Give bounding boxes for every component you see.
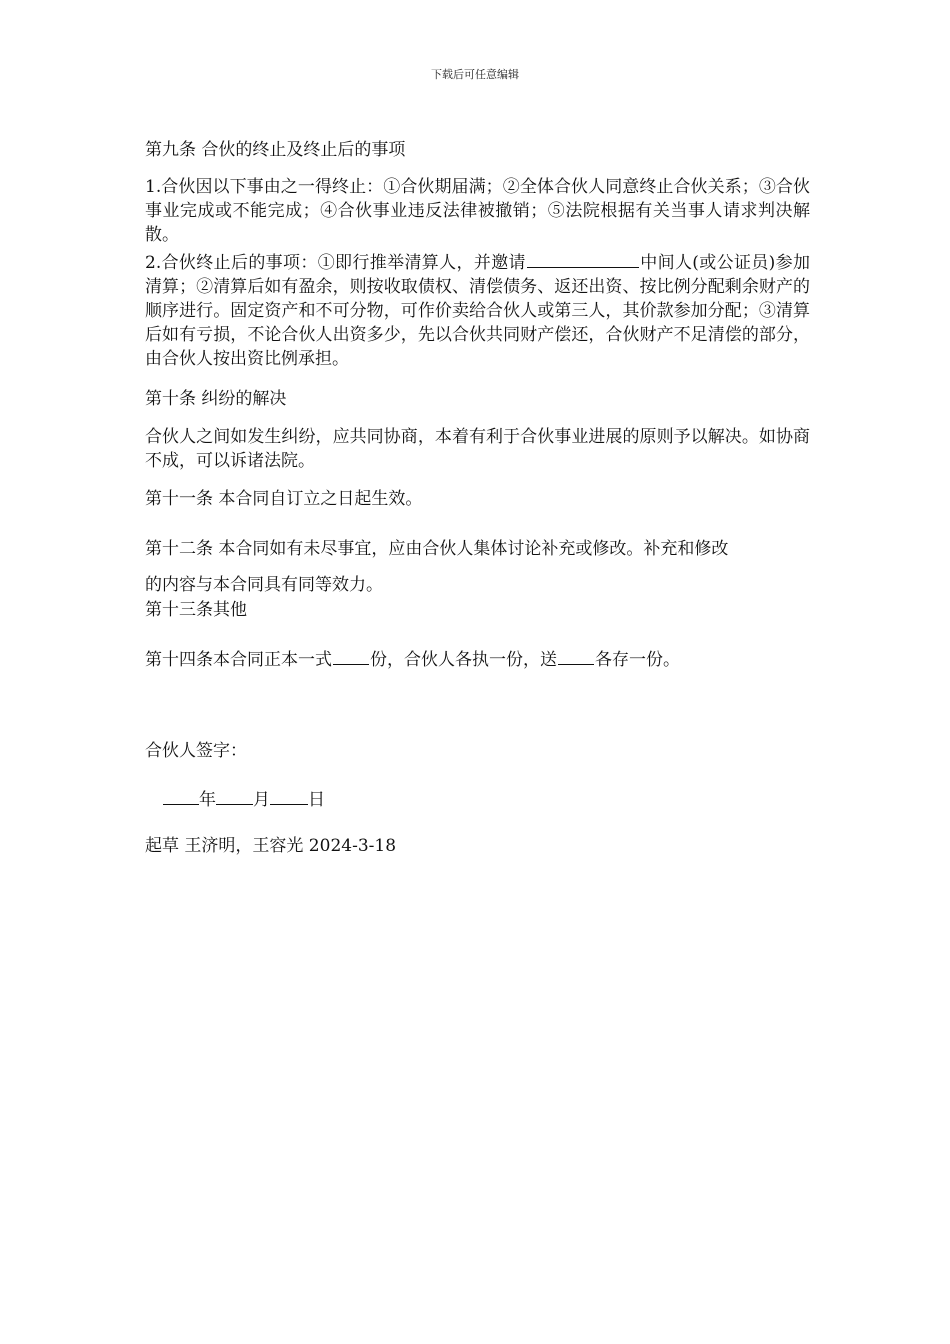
date-line (163, 787, 828, 812)
signature-label: 合伙人签字： (145, 741, 247, 761)
article-13-text: 第十三条其他 (145, 600, 247, 620)
drafter-footer: 起草 王济明，王容光 2024-3-18 (145, 836, 397, 856)
article-14-part-1: 第十四条本合同正本一式 (145, 650, 332, 670)
article-12-line-2: 的内容与本合同具有同等效力。 (145, 575, 383, 595)
article-14-part-2: 份，合伙人各执一份，送 (370, 650, 557, 670)
month-label: 月 (253, 790, 270, 810)
article-10-body: 合伙人之间如发生纠纷，应共同协商，本着有利于合伙事业进展的原则予以解决。如协商不成，可以诉诸法院。 (145, 427, 810, 471)
blank-line (333, 647, 369, 665)
article-9-paragraph-2 (145, 250, 810, 371)
month-blank (216, 787, 253, 805)
day-label: 日 (308, 790, 325, 810)
article-14-text (145, 647, 810, 672)
article-11-text: 第十一条 本合同自订立之日起生效。 (145, 489, 423, 509)
article-12-line-1: 第十二条 本合同如有未尽事宜，应由合伙人集体讨论补充或修改。补充和修改 (145, 539, 729, 559)
article-14-part-3: 各存一份。 (595, 650, 680, 670)
day-blank (270, 787, 308, 805)
article-9-paragraph-2-before-blank: 2.合伙终止后的事项：①即行推举清算人，并邀请 (145, 253, 526, 273)
year-label: 年 (199, 790, 216, 810)
year-blank (163, 787, 199, 805)
article-10-title: 第十条 纠纷的解决 (145, 389, 287, 409)
article-9-paragraph-2-after-blank: 中间人(或公证员)参加清算；②清算后如有盈余，则按收取债权、清偿债务、返还出资、按比例分配剩余财产的顺序进行。固定资产和不可分物，可作价卖给合伙人或第三人，其价款参加分配；③清算后如有亏损，不论合伙人出资多少，先以合伙共同财产偿还，合伙财产不足清偿的部分，由合伙人按出资比例承担。 (145, 253, 811, 369)
article-9-paragraph-1: 1.合伙因以下事由之一得终止：①合伙期届满；②全体合伙人同意终止合伙关系；③合伙事业完成或不能完成；④合伙事业违反法律被撤销；⑤法院根据有关当事人请求判决解散。 (145, 177, 810, 245)
blank-line (527, 250, 639, 268)
article-9-title: 第九条 合伙的终止及终止后的事项 (145, 140, 406, 160)
header-note: 下载后可任意编辑 (431, 68, 519, 81)
blank-line (558, 647, 594, 665)
